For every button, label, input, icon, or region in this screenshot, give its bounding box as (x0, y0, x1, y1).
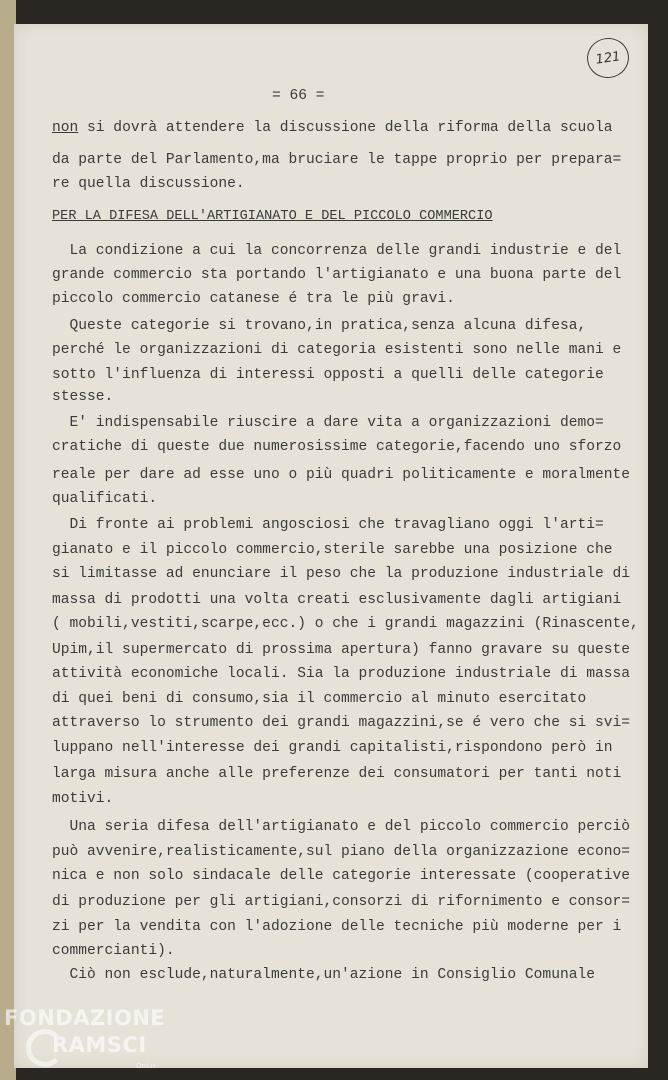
text-line: commercianti). (52, 943, 175, 959)
text-line: luppano nell'interesse dei grandi capitalisti,rispondono però in (52, 740, 613, 756)
underlined-word: non (52, 120, 79, 136)
text-line: qualificati. (52, 491, 158, 507)
text-line: re quella discussione. (52, 176, 245, 192)
watermark-line1: FONDAZIONE (4, 1006, 166, 1030)
text-line: Una seria difesa dell'artigianato e del piccolo commercio perciò (52, 819, 631, 835)
text-line: cratiche di queste due numerosissime categorie,facendo uno sforzo (52, 439, 622, 455)
archive-page-number: 121 (584, 35, 631, 80)
text-line: gianato e il piccolo commercio,sterile sarebbe una posizione che (52, 542, 613, 558)
text-line: attività economiche locali. Sia la produzione industriale di massa (52, 666, 631, 682)
text-line: motivi. (52, 791, 114, 807)
watermark-line2: RAMSCI (52, 1033, 147, 1057)
text-line: grande commercio sta portando l'artigianato e una buona parte del (52, 267, 622, 283)
page-number: = 66 = (272, 88, 325, 104)
first-line (52, 119, 613, 137)
text-line: Ciò non esclude,naturalmente,un'azione in Consiglio Comunale (52, 967, 595, 983)
text-line: da parte del Parlamento,ma bruciare le tappe proprio per prepara= (52, 152, 622, 168)
text-line: E' indispensabile riuscire a dare vita a organizzazioni demo= (52, 415, 604, 431)
text-line: zi per la vendita con l'adozione delle tecniche più moderne per i (52, 919, 622, 935)
text-line: si limitasse ad enunciare il peso che la produzione industriale di (52, 566, 631, 582)
text-line: Queste categorie si trovano,in pratica,senza alcuna difesa, (52, 318, 587, 334)
text-line: stesse. (52, 389, 114, 405)
text-line: nica e non solo sindacale delle categorie interessate (cooperative (52, 868, 631, 884)
text-line: sotto l'influenza di interessi opposti a quelli delle categorie (52, 367, 604, 383)
text-line: reale per dare ad esse uno o più quadri politicamente e moralmente (52, 467, 631, 483)
text-line: di produzione per gli artigiani,consorzi di rifornimento e consor= (52, 894, 631, 910)
text-line: ( mobili,vestiti,scarpe,ecc.) o che i grandi magazzini (Rinascente, (52, 616, 639, 632)
section-heading: PER LA DIFESA DELL'ARTIGIANATO E DEL PICCOLO COMMERCIO (52, 209, 493, 224)
text-line: perché le organizzazioni di categoria esistenti sono nelle mani e (52, 342, 622, 358)
text-line: Upim,il supermercato di prossima apertura) fanno gravare su queste (52, 642, 631, 658)
watermark-logo (4, 1004, 174, 1074)
watermark-line3: Onlus (136, 1062, 156, 1070)
text-line: piccolo commercio catanese é tra le più gravi. (52, 291, 455, 307)
text-line: Di fronte ai problemi angosciosi che travagliano oggi l'arti= (52, 517, 604, 533)
first-line-text: si dovrà attendere la discussione della riforma della scuola (78, 120, 613, 136)
text-line: massa di prodotti una volta creati esclusivamente dagli artigiani (52, 592, 622, 608)
text-line: attraverso lo strumento dei grandi magazzini,se é vero che si svi= (52, 715, 631, 731)
text-line: La condizione a cui la concorrenza delle grandi industrie e del (52, 243, 622, 259)
text-line: larga misura anche alle preferenze dei consumatori per tanti noti (52, 766, 622, 782)
text-line: può avvenire,realisticamente,sul piano della organizzazione econo= (52, 844, 631, 860)
text-line: di quei beni di consumo,sia il commercio al minuto esercitato (52, 691, 587, 707)
